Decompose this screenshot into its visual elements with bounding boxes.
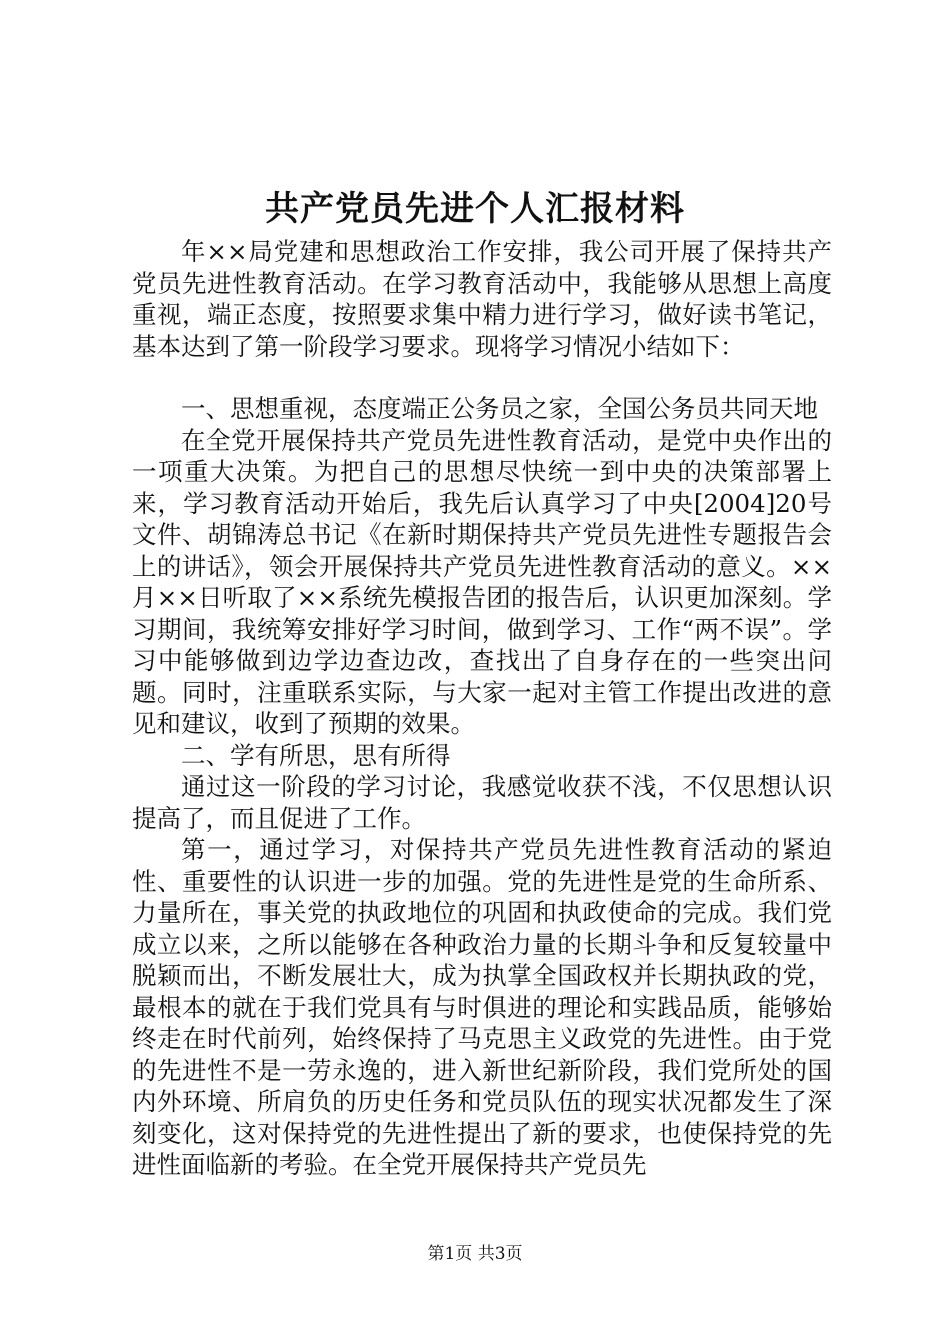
intro-paragraph: 年××局党建和思想政治工作安排，我公司开展了保持共产党员先进性教育活动。在学习教育活动中，我能够从思想上高度重视，端正态度，按照要求集中精力进行学习，做好读书笔记，基本达到了第一阶段学习要求。现将学习情况小结如下： (132, 237, 832, 361)
document-title: 共产党员先进个人汇报材料 (265, 189, 685, 229)
page-number-footer: 第1页 共3页 (427, 1244, 523, 1264)
section-heading-1: 一、思想重视，态度端正公务员之家，全国公务员共同天地 (181, 394, 818, 423)
document-body (132, 236, 832, 1181)
body-paragraph: 第一，通过学习，对保持共产党员先进性教育活动的紧迫性、重要性的认识进一步的加强。党的先进性是党的生命所系、力量所在，事关党的执政地位的巩固和执政使命的完成。我们党成立以来，之所以能够在各种政治力量的长期斗争和反复较量中脱颖而出，不断发展壮大，成为执掌全国政权并长期执政的党，最根本的就在于我们党具有与时俱进的理论和实践品质，能够始终走在时代前列，始终保持了马克思主义政党的先进性。由于党的先进性不是一劳永逸的，进入新世纪新阶段，我们党所处的国内外环境、所肩负的历史任务和党员队伍的现实状况都发生了深刻变化，这对保持党的先进性提出了新的要求，也使保持党的先进性面临新的考验。在全党开展保持共产党员先 (132, 835, 832, 1179)
body-paragraph: 通过这一阶段的学习讨论，我感觉收获不浅，不仅思想认识提高了，而且促进了工作。 (132, 772, 832, 833)
section-heading-2: 二、学有所思，思有所得 (181, 740, 451, 770)
body-paragraph: 在全党开展保持共产党员先进性教育活动，是党中央作出的一项重大决策。为把自己的思想尽快统一到中央的决策部署上来，学习教育活动开始后，我先后认真学习了中央[2004]20号文件、胡锦涛总书记《在新时期保持共产党员先进性专题报告会上的讲话》，领会开展保持共产党员先进性教育活动的意义。××月××日听取了××系统先模报告团的报告后，认识更加深刻。学习期间，我统筹安排好学习时间，做到学习、工作“两不误”。学习中能够做到边学边查边改，查找出了自身存在的一些突出问题。同时，注重联系实际，与大家一起对主管工作提出改进的意见和建议，收到了预期的效果。 (132, 425, 832, 738)
